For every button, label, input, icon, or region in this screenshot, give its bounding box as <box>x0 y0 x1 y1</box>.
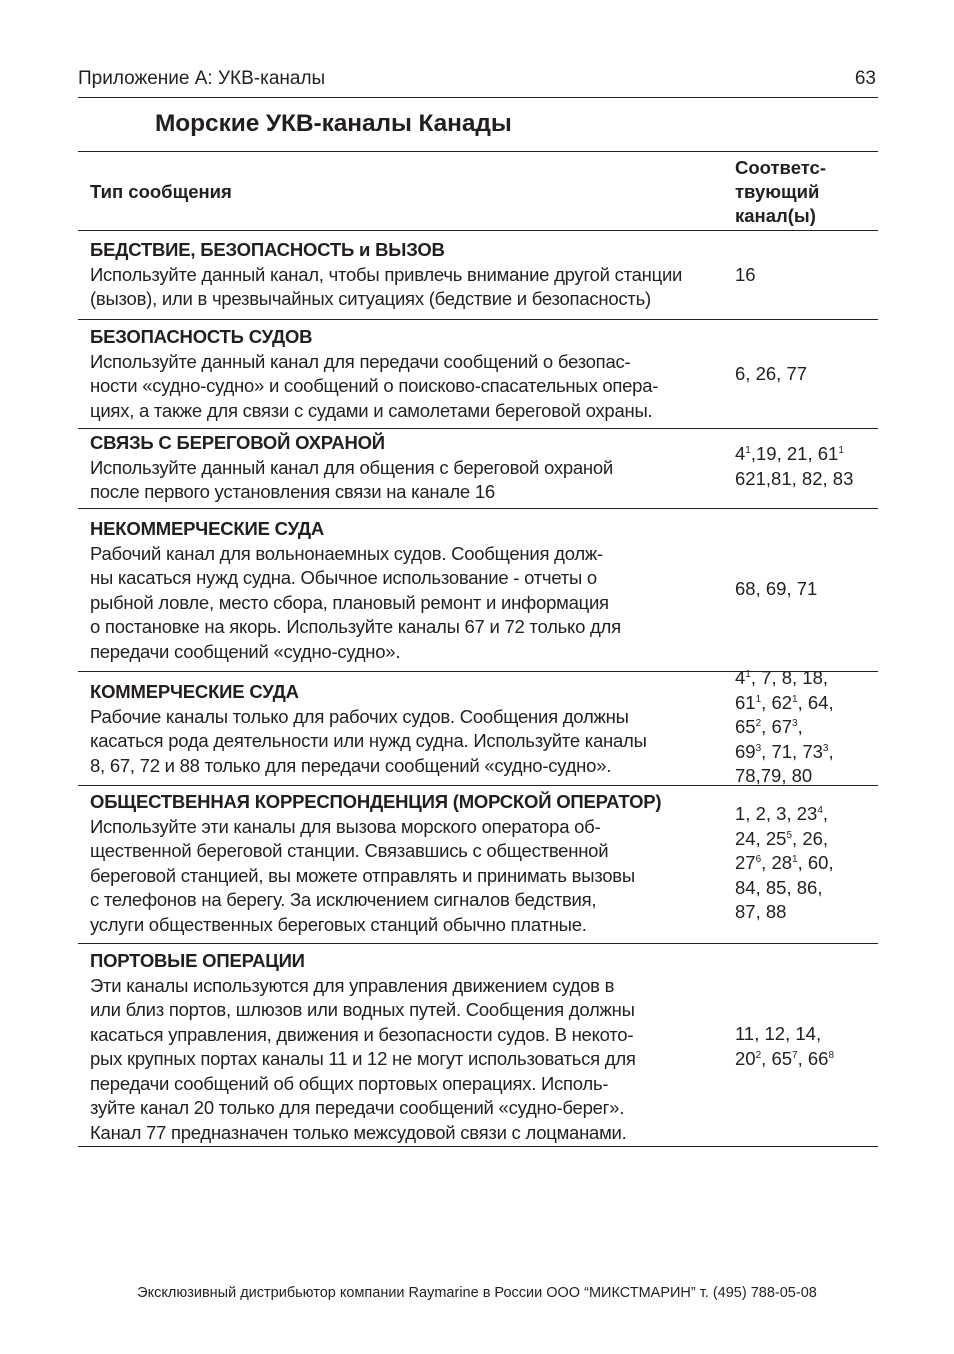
section-title: Приложение А: УКВ-каналы <box>78 68 326 89</box>
row-category: ПОРТОВЫЕ ОПЕРАЦИИ <box>90 950 305 971</box>
row-description <box>90 325 720 423</box>
row-text: Используйте эти каналы для вызова морского оператора об- щественной береговой станции. Связавшись с общественной береговой станцией, вы можете отправлять и принимать вызовы с телефонов на берегу. За исключением сигналов бедствия, услуги общественных береговых станций обычно платные. <box>90 815 635 935</box>
page-title: Морские УКВ-каналы Канады <box>155 110 512 137</box>
row-channels: $4^1$, 7, 8, 18, $61^1$, $62^1$, 64, $65^2$, $67^3$, $69^3$, 71, $73^3$, 78,79, 80 <box>735 667 834 786</box>
row-channels: 16 <box>735 264 756 285</box>
row-category: ОБЩЕСТВЕННАЯ КОРРЕСПОНДЕНЦИЯ (МОРСКОЙ ОПЕРАТОР) <box>90 791 662 812</box>
row-text: Эти каналы используются для управления движением судов в или близ портов, шлюзов или водных путей. Сообщения должны касаться управления, движения и безопасности судов. В некото- рых крупных портах каналы 11 и 12 не могут использоваться для передачи сообщений об общих портовых операциях. Исполь- зуйте канал 20 только для передачи сообщений «судно-берег». Канал 77 предназначен только межсудовой связи с лоцманами. <box>90 974 636 1143</box>
row-channels: $4^1,19$, 21, $61^1$ 621,81, 82, 83 <box>735 443 854 489</box>
channels-table <box>78 151 878 1147</box>
row-category: НЕКОММЕРЧЕСКИЕ СУДА <box>90 518 325 539</box>
row-description <box>90 790 720 937</box>
row-channels: 6, 26, 77 <box>735 363 808 384</box>
row-text: Используйте данный канал, чтобы привлечь внимание другой станции (вызов), или в чрезвычайных ситуациях (бедствие и безопасность) <box>90 263 683 309</box>
table-row <box>78 320 878 429</box>
row-channels: 11, 12, 14, $20^2$, $65^7$, $66^8$ <box>735 1023 835 1069</box>
table-row <box>78 429 878 509</box>
column-header-message-type: Тип сообщения <box>90 181 232 202</box>
page-header <box>78 66 878 98</box>
row-category: БЕДСТВИЕ, БЕЗОПАСНОСТЬ и ВЫЗОВ <box>90 239 445 260</box>
row-description <box>90 238 720 312</box>
page-number: 63 <box>854 68 876 89</box>
row-description <box>90 517 720 664</box>
row-channels: 1, 2, 3, $23^4$, 24, $25^5$, 26, $27^6$, $28^1$, 60, 84, 85, 86, 87, 88 <box>735 803 834 922</box>
table-row <box>78 667 878 786</box>
row-text: Используйте данный канал для общения с береговой охраной после первого установления связи на канале 16 <box>90 456 613 502</box>
row-category: СВЯЗЬ С БЕРЕГОВОЙ ОХРАНОЙ <box>90 432 385 453</box>
table-row <box>78 786 878 944</box>
row-text: Рабочие каналы только для рабочих судов. Сообщения должны касаться рода деятельности или нужд судна. Используйте каналы 8, 67, 72 и 88 только для передачи сообщений «судно-судно». <box>90 705 647 776</box>
column-header-channels: Соответс- твующий канал(ы) <box>735 157 827 226</box>
row-description <box>90 949 720 1145</box>
table-header <box>78 152 878 231</box>
row-category: БЕЗОПАСНОСТЬ СУДОВ <box>90 326 313 347</box>
row-category: КОММЕРЧЕСКИЕ СУДА <box>90 681 299 702</box>
row-text: Используйте данный канал для передачи сообщений о безопас- ности «судно-судно» и сообщений о поисково-спасательных опера- циях, а также для связи с судами и самолетами береговой охраны. <box>90 350 659 421</box>
table-row <box>78 231 878 320</box>
table-row <box>78 944 878 1147</box>
page-footer: Эксклюзивный дистрибьютор компании Raymarine в России ООО “МИКСТМАРИН” т. (495) 788-05-08 <box>137 1285 817 1301</box>
table-row <box>78 509 878 672</box>
row-description <box>90 431 720 505</box>
row-description <box>90 680 720 778</box>
row-text: Рабочий канал для вольнонаемных судов. Сообщения долж- ны касаться нужд судна. Обычное использование - отчеты о рыбной ловле, место сбора, плановый ремонт и информация о постановке на якорь. Используйте каналы 67 и 72 только для передачи сообщений «судно-судно». <box>90 542 621 662</box>
row-channels: 68, 69, 71 <box>735 578 818 599</box>
